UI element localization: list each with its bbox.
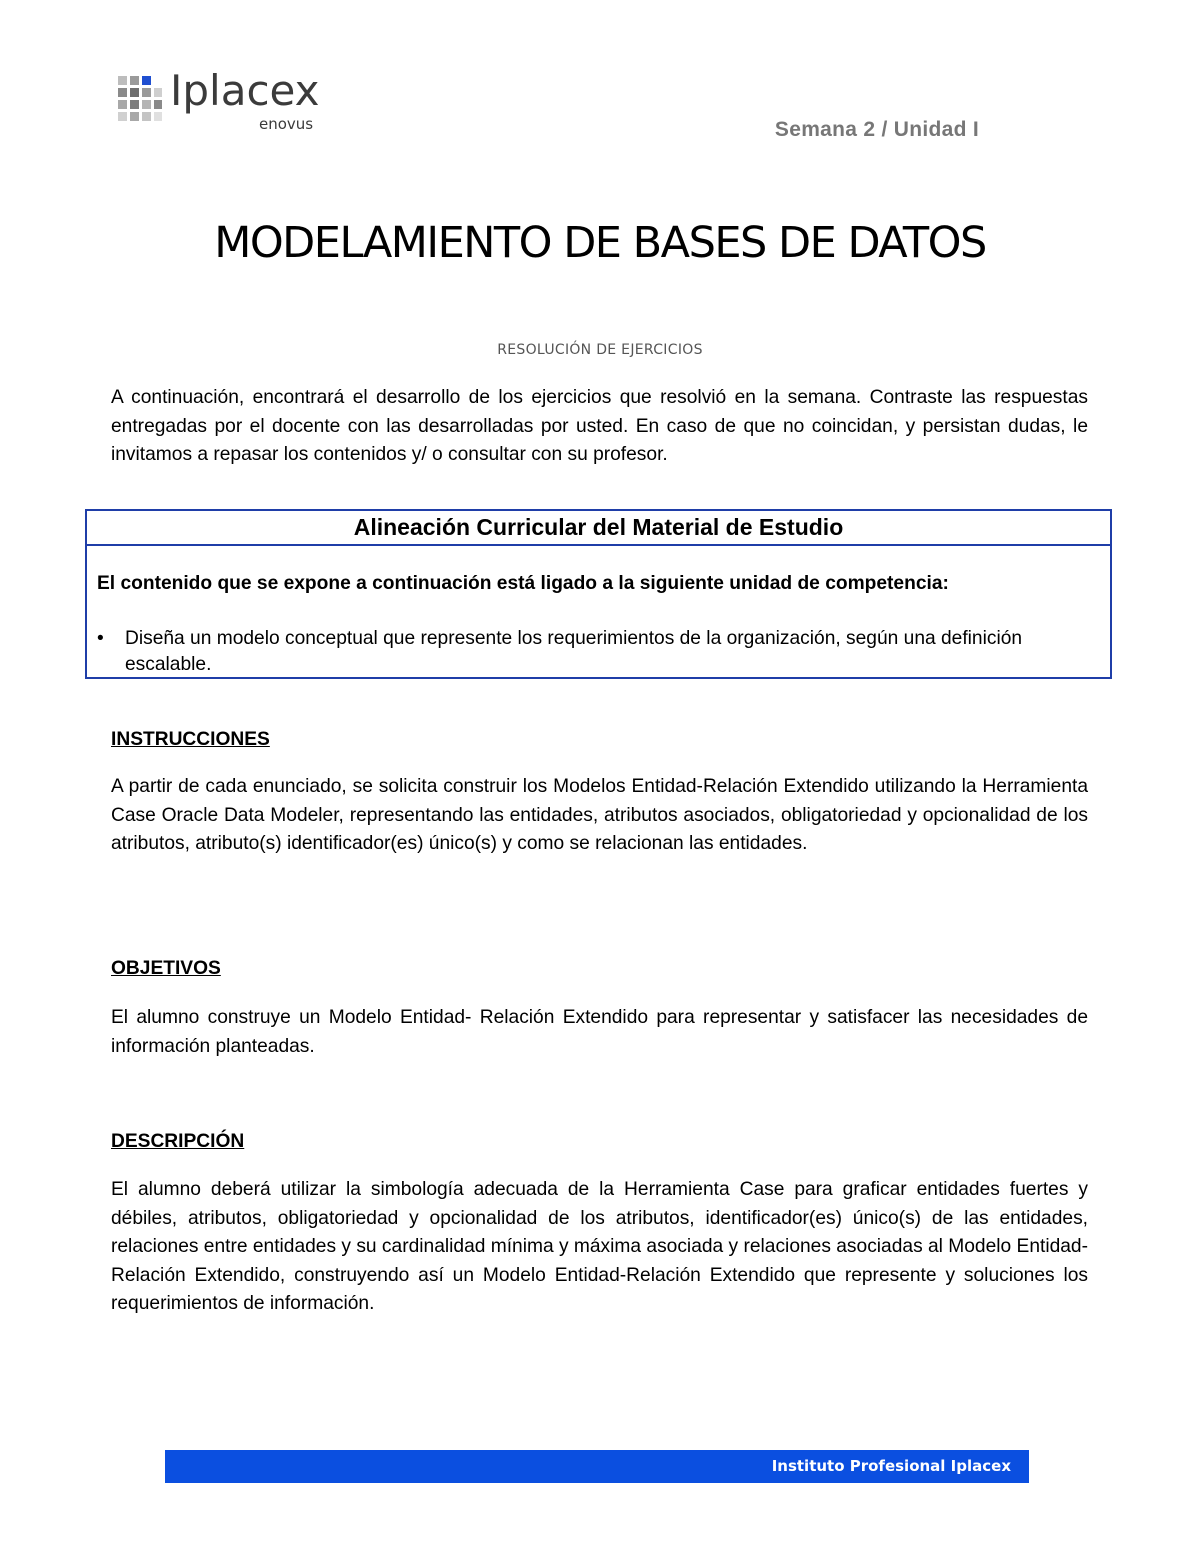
logo-name: Iplacex [170,66,320,115]
page-subtitle: RESOLUCIÓN DE EJERCICIOS [497,342,703,358]
logo-squares-icon [118,76,162,122]
logo-subtitle: enovus [259,115,314,133]
page-title: MODELAMIENTO DE BASES DE DATOS [214,218,986,268]
instrucciones-heading: INSTRUCCIONES [111,729,270,750]
footer-text: Instituto Profesional Iplacex [771,1457,1011,1475]
alignment-box [85,509,1112,679]
descripcion-text: El alumno deberá utilizar la simbología adecuada de la Herramienta Case para graficar entidades fuertes y débiles, atributos, obligatoriedad y opcionalidad de los atributos, identificador(es) único(s) de las entidades, relaciones entre entidades y su cardinalidad mínima y máxima asociada y relaciones asociadas al Modelo Entidad-Relación Extendido, construyendo así un Modelo Entidad-Relación Extendido que represente y soluciones los requerimientos de información. [111,1179,1088,1314]
objetivos-text: El alumno construye un Modelo Entidad- Relación Extendido para representar y satisfacer las necesidades de información planteadas. [111,1007,1088,1057]
instrucciones-text: A partir de cada enunciado, se solicita construir los Modelos Entidad-Relación Extendido utilizando la Herramienta Case Oracle Data Modeler, representando las entidades, atributos asociados, obligatoriedad y opcionalidad de los atributos, atributo(s) identificador(es) único(s) y como se relacionan las entidades. [111,776,1088,854]
iplacex-logo [118,66,328,133]
alignment-box-heading: Alineación Curricular del Material de Estudio [87,511,1110,546]
intro-paragraph: A continuación, encontrará el desarrollo de los ejercicios que resolvió en la semana. Contraste las respuestas entregadas por el docente con las desarrolladas por usted. En caso de que no coincidan, y persistan dudas, le invitamos a repasar los contenidos y/ o consultar con su profesor. [111,387,1088,465]
week-unit-label: Semana 2 / Unidad I [774,118,979,141]
descripcion-heading: DESCRIPCIÓN [111,1131,245,1152]
bullet-dot-icon: • [97,628,104,649]
footer-bar [165,1450,1029,1483]
alignment-box-lead: El contenido que se expone a continuación está ligado a la siguiente unidad de competencia: [97,573,949,594]
objetivos-heading: OBJETIVOS [111,958,221,979]
bullet-text: Diseña un modelo conceptual que represente los requerimientos de la organización, según una definición escalable. [125,628,1023,675]
